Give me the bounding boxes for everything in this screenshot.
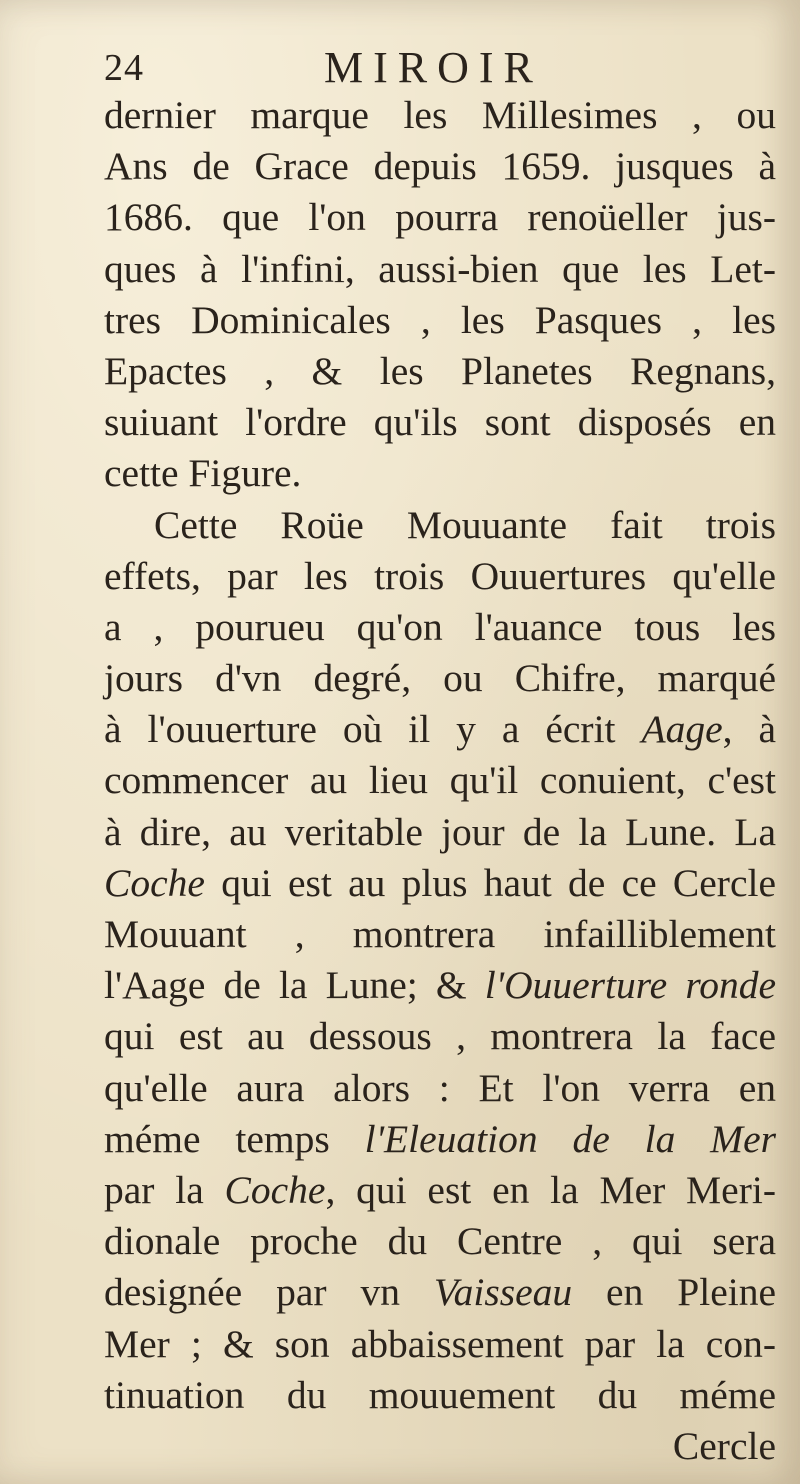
text-segment: qu'elle aura alors : Et l'on verra en <box>104 1065 776 1110</box>
text-line <box>104 1165 776 1216</box>
italic-text: Aage <box>641 707 723 752</box>
text-segment: tres Dominicales , les Pasques , les <box>104 297 776 342</box>
text-line <box>104 244 776 295</box>
text-segment: l'Aage de la Lune; & <box>104 963 485 1008</box>
text-segment: qui est au dessous , montrera la face <box>104 1014 776 1059</box>
page-header <box>104 40 784 90</box>
text-segment: Cette Roüe Mouuante fait trois <box>154 502 776 547</box>
text-line <box>104 1319 776 1370</box>
body-text <box>104 90 776 1472</box>
text-segment: commencer au lieu qu'il conuient, c'est <box>104 758 776 803</box>
text-line <box>104 1011 776 1062</box>
text-segment: Mouuant , montrera infailliblement <box>104 912 776 956</box>
text-segment: , qui est en la Mer Meri- <box>325 1167 776 1212</box>
text-segment: a , pourueu qu'on l'auance tous les <box>104 604 776 649</box>
text-line <box>104 90 776 141</box>
text-segment: , à <box>722 707 776 752</box>
text-segment: jours d'vn degré, ou Chifre, marqué <box>104 656 776 701</box>
text-line <box>104 653 776 704</box>
text-segment: effets, par les trois Ouuertures qu'elle <box>104 553 776 598</box>
text-segment: Epactes , & les Planetes Regnans, <box>104 348 776 393</box>
text-line <box>104 500 776 551</box>
text-segment: suiuant l'ordre qu'ils sont disposés en <box>104 400 776 445</box>
text-segment: dernier marque les Millesimes , ou <box>104 93 776 137</box>
text-segment: cette Figure. <box>104 451 302 496</box>
text-segment: à dire, au veritable jour de la Lune. La <box>104 809 776 854</box>
text-line <box>104 551 776 602</box>
text-line <box>104 1267 776 1318</box>
italic-text: Vaisseau <box>433 1270 573 1315</box>
text-line <box>104 397 776 448</box>
text-line <box>104 1216 776 1267</box>
text-line <box>104 1114 776 1165</box>
italic-text: Coche <box>224 1167 326 1212</box>
text-segment: 1686. que l'on pourra renoüeller jus- <box>104 195 776 240</box>
text-segment: designée par vn <box>104 1270 434 1315</box>
text-segment: dionale proche du Centre , qui sera <box>104 1219 776 1264</box>
text-segment: Ans de Grace depuis 1659. jusques à <box>104 144 776 189</box>
text-line <box>104 909 776 960</box>
text-line <box>104 141 776 192</box>
text-segment: méme temps <box>104 1116 365 1161</box>
catchword: Cercle <box>672 1423 776 1468</box>
text-line <box>104 755 776 806</box>
running-title: MIROIR <box>324 43 543 92</box>
text-line <box>104 704 776 755</box>
text-line <box>104 346 776 397</box>
text-segment: à l'ouuerture où il y a écrit <box>104 707 642 752</box>
text-segment: ques à l'infini, aussi-bien que les Let- <box>104 246 776 291</box>
text-line <box>104 807 776 858</box>
italic-text: l'Eleuation de la Mer <box>364 1116 776 1161</box>
text-line <box>104 295 776 346</box>
text-line <box>104 192 776 243</box>
text-line <box>104 960 776 1011</box>
text-line <box>104 1063 776 1114</box>
text-segment: Mer ; & son abbaissement par la con- <box>104 1321 776 1366</box>
italic-text: l'Ouuerture ronde <box>484 963 777 1008</box>
italic-text: Coche <box>104 860 205 905</box>
text-segment: tinuation du mouuement du méme <box>104 1372 776 1417</box>
text-segment: qui est au plus haut de ce Cercle <box>204 860 776 905</box>
text-line <box>104 448 776 499</box>
text-segment: par la <box>104 1167 225 1212</box>
text-segment: en Pleine <box>572 1270 776 1315</box>
text-line <box>104 858 776 909</box>
text-line <box>104 1370 776 1421</box>
page-number: 24 <box>104 47 144 89</box>
text-line <box>104 602 776 653</box>
